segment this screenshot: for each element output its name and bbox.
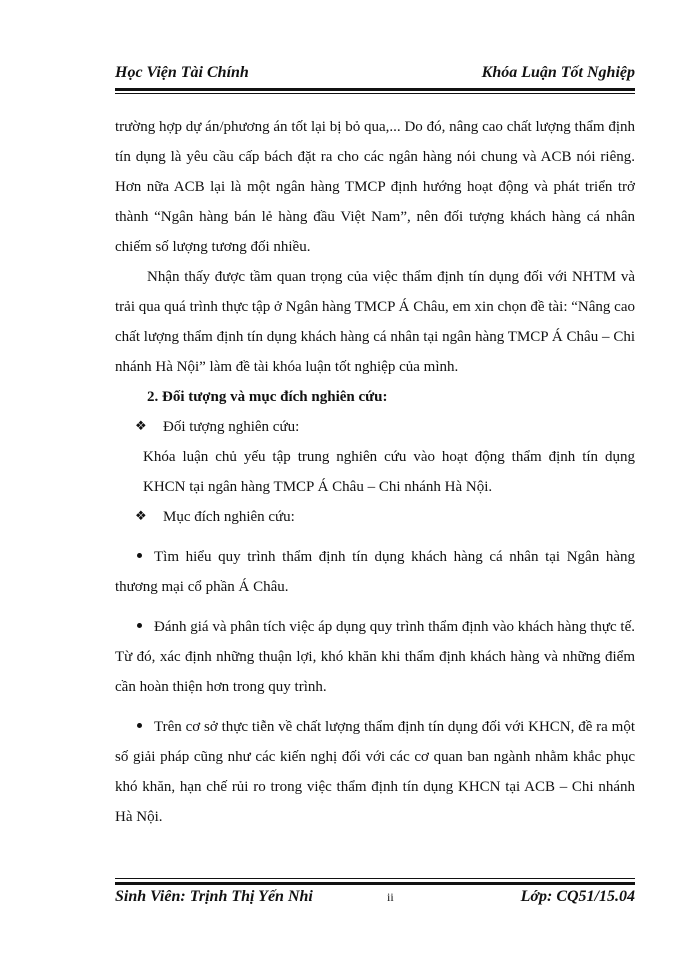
bullet-dot-icon bbox=[137, 723, 142, 728]
footer-student: Sinh Viên: Trịnh Thị Yến Nhi bbox=[115, 888, 313, 905]
subsection-object-text: Khóa luận chủ yếu tập trung nghiên cứu vào hoạt động thẩm định tín dụng KHCN tại ngân hàng TMCP Á Châu – Chi nhánh Hà Nội. bbox=[143, 449, 635, 495]
footer-rule-thin bbox=[115, 878, 635, 879]
list-item bbox=[115, 542, 635, 602]
subsection-object-label: Đối tượng nghiên cứu: bbox=[163, 419, 300, 435]
list-item bbox=[115, 712, 635, 832]
header-doc-type: Khóa Luận Tốt Nghiệp bbox=[481, 64, 635, 81]
header-rule-thick bbox=[115, 88, 635, 91]
section-heading-2: 2. Đối tượng và mục đích nghiên cứu: bbox=[147, 389, 388, 405]
list-item-text: Trên cơ sở thực tiễn về chất lượng thẩm định tín dụng đối với KHCN, đề ra một số giải pháp cũng như các kiến nghị đối với các cơ quan ban ngành nhằm khắc phục khó khăn, hạn chế rủi ro trong việc thẩm định tín dụng KHCN tại ACB – Chi nhánh Hà Nội. bbox=[115, 719, 635, 825]
bullet-dot-icon bbox=[137, 553, 142, 558]
subsection-object bbox=[115, 412, 635, 442]
paragraph-2: Nhận thấy được tầm quan trọng của việc thẩm định tín dụng đối với NHTM và trải qua quá trình thực tập ở Ngân hàng TMCP Á Châu, em xin chọn đề tài: “Nâng cao chất lượng thẩm định tín dụng khách hàng cá nhân tại ngân hàng TMCP Á Châu – Chi nhánh Hà Nội” làm đề tài khóa luận tốt nghiệp của mình. bbox=[115, 269, 635, 375]
list-item bbox=[115, 612, 635, 702]
paragraph-1: trường hợp dự án/phương án tốt lại bị bỏ qua,... Do đó, nâng cao chất lượng thẩm định tín dụng là yêu cầu cấp bách đặt ra cho các ngân hàng nói chung và ACB nói riêng. Hơn nữa ACB lại là một ngân hàng TMCP định hướng hoạt động và phát triển trở thành “Ngân hàng bán lẻ hàng đầu Việt Nam”, nên đối tượng khách hàng cá nhân chiếm số lượng tương đối nhiều. bbox=[115, 119, 635, 255]
header-institution: Học Viện Tài Chính bbox=[115, 64, 249, 81]
list-item-text: Đánh giá và phân tích việc áp dụng quy trình thẩm định vào khách hàng thực tế. Từ đó, xác định những thuận lợi, khó khăn khi thẩm định khách hàng và những điểm cần hoàn thiện hơn trong quy trình. bbox=[115, 619, 635, 695]
page-body bbox=[115, 112, 635, 832]
list-item-text: Tìm hiểu quy trình thẩm định tín dụng khách hàng cá nhân tại Ngân hàng thương mại cổ phần Á Châu. bbox=[115, 549, 635, 595]
page-header bbox=[115, 58, 635, 88]
subsection-purpose-label: Mục đích nghiên cứu: bbox=[163, 509, 295, 525]
diamond-bullet-icon: ❖ bbox=[135, 509, 147, 524]
footer-class: Lớp: CQ51/15.04 bbox=[520, 888, 635, 905]
bullet-dot-icon bbox=[137, 623, 142, 628]
diamond-bullet-icon: ❖ bbox=[135, 419, 147, 434]
header-rule-thin bbox=[115, 93, 635, 94]
subsection-purpose bbox=[115, 502, 635, 532]
page-number: ii bbox=[387, 890, 394, 904]
page-footer bbox=[115, 882, 635, 912]
